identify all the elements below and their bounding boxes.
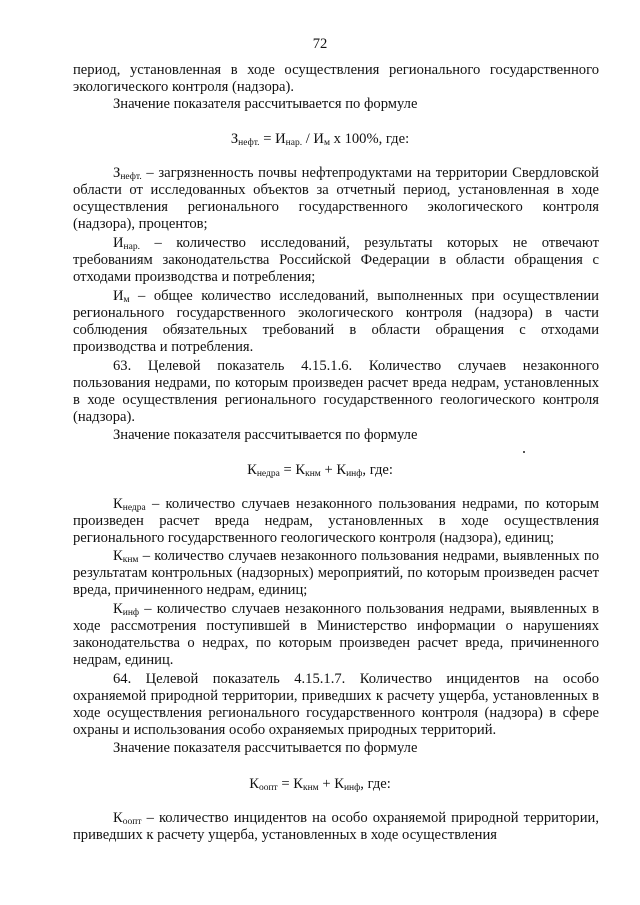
definition-k-nedra: $К_{недра}$ – количество случаев незаконного пользования недрами, по которым произведен расчет вреда недрам, установленных в ходе осуществления регионального государственного геологического контроля (надзора), единиц; xyxy=(73,496,599,546)
definition-i-nar: $И_{нар.}$ – количество исследований, результаты которых не отвечают требованиям законодательства Российской Федерации в области обращения с отходами производства и потребления; xyxy=(73,235,599,285)
paragraph-continuation: период, установленная в ходе осуществления регионального государственного экологического контроля (надзора). xyxy=(73,62,599,95)
page-number: 72 xyxy=(312,36,328,52)
definition-k-oopt: $К_{оопт}$ – количество инцидентов на особо охраняемой природной территории, приведших к расчету ущерба, установленных в ходе осуществления xyxy=(73,810,599,843)
definition-k-inf: $К_{инф}$ – количество случаев незаконного пользования недрами, выявленных в ходе рассмотрения поступившей в Министерство информации о нарушениях законодательства о недрах, по которым произведен расчет вреда, причиненного недрам, единиц. xyxy=(73,601,599,668)
formula-intro: Значение показателя рассчитывается по формуле xyxy=(113,427,418,443)
paragraph-64: 64. Целевой показатель 4.15.1.7. Количество инцидентов на особо охраняемой природной территории, приведших к расчету ущерба, установленных в ходе осуществления регионального государственного контроля (надзора) в сфере охраны и использования особо охраняемых природных территорий. xyxy=(73,671,599,738)
formula-intro: Значение показателя рассчитывается по формуле xyxy=(113,96,418,112)
formula-intro: Значение показателя рассчитывается по формуле xyxy=(113,740,418,756)
definition-z-neft: $З_{нефт.}$ – загрязненность почвы нефтепродуктами на территории Свердловской области от исследованных объектов за отчетный период, установленная в ходе осуществления регионального государственного экологического контроля (надзора), процентов; xyxy=(73,165,599,232)
formula-nedra: $К_{недра} = К_{кнм} + К_{инф}$, где: xyxy=(247,462,393,479)
formula-oopt: $К_{оопт} = К_{кнм} + К_{инф}$, где: xyxy=(249,776,391,793)
definition-i-m: $И_м$ – общее количество исследований, выполненных при осуществлении регионального государственного экологического контроля (надзора) в части соблюдения обязательных требований в области обращения с отходами производства и потребления. xyxy=(73,288,599,355)
definition-k-knm: $К_{кнм}$ – количество случаев незаконного пользования недрами, выявленных по результатам контрольных (надзорных) мероприятий, по которым произведен расчет вреда, причиненного недрам, единиц; xyxy=(73,548,599,598)
formula-pollution: $З_{нефт.} = И_{нар.} / И_м$ x 100%, где: xyxy=(230,131,410,148)
stray-mark xyxy=(523,451,525,453)
paragraph-63: 63. Целевой показатель 4.15.1.6. Количество случаев незаконного пользования недрами, по которым произведен расчет вреда недрам, установленных в ходе осуществления регионального государственного геологического контроля (надзора). xyxy=(73,358,599,425)
